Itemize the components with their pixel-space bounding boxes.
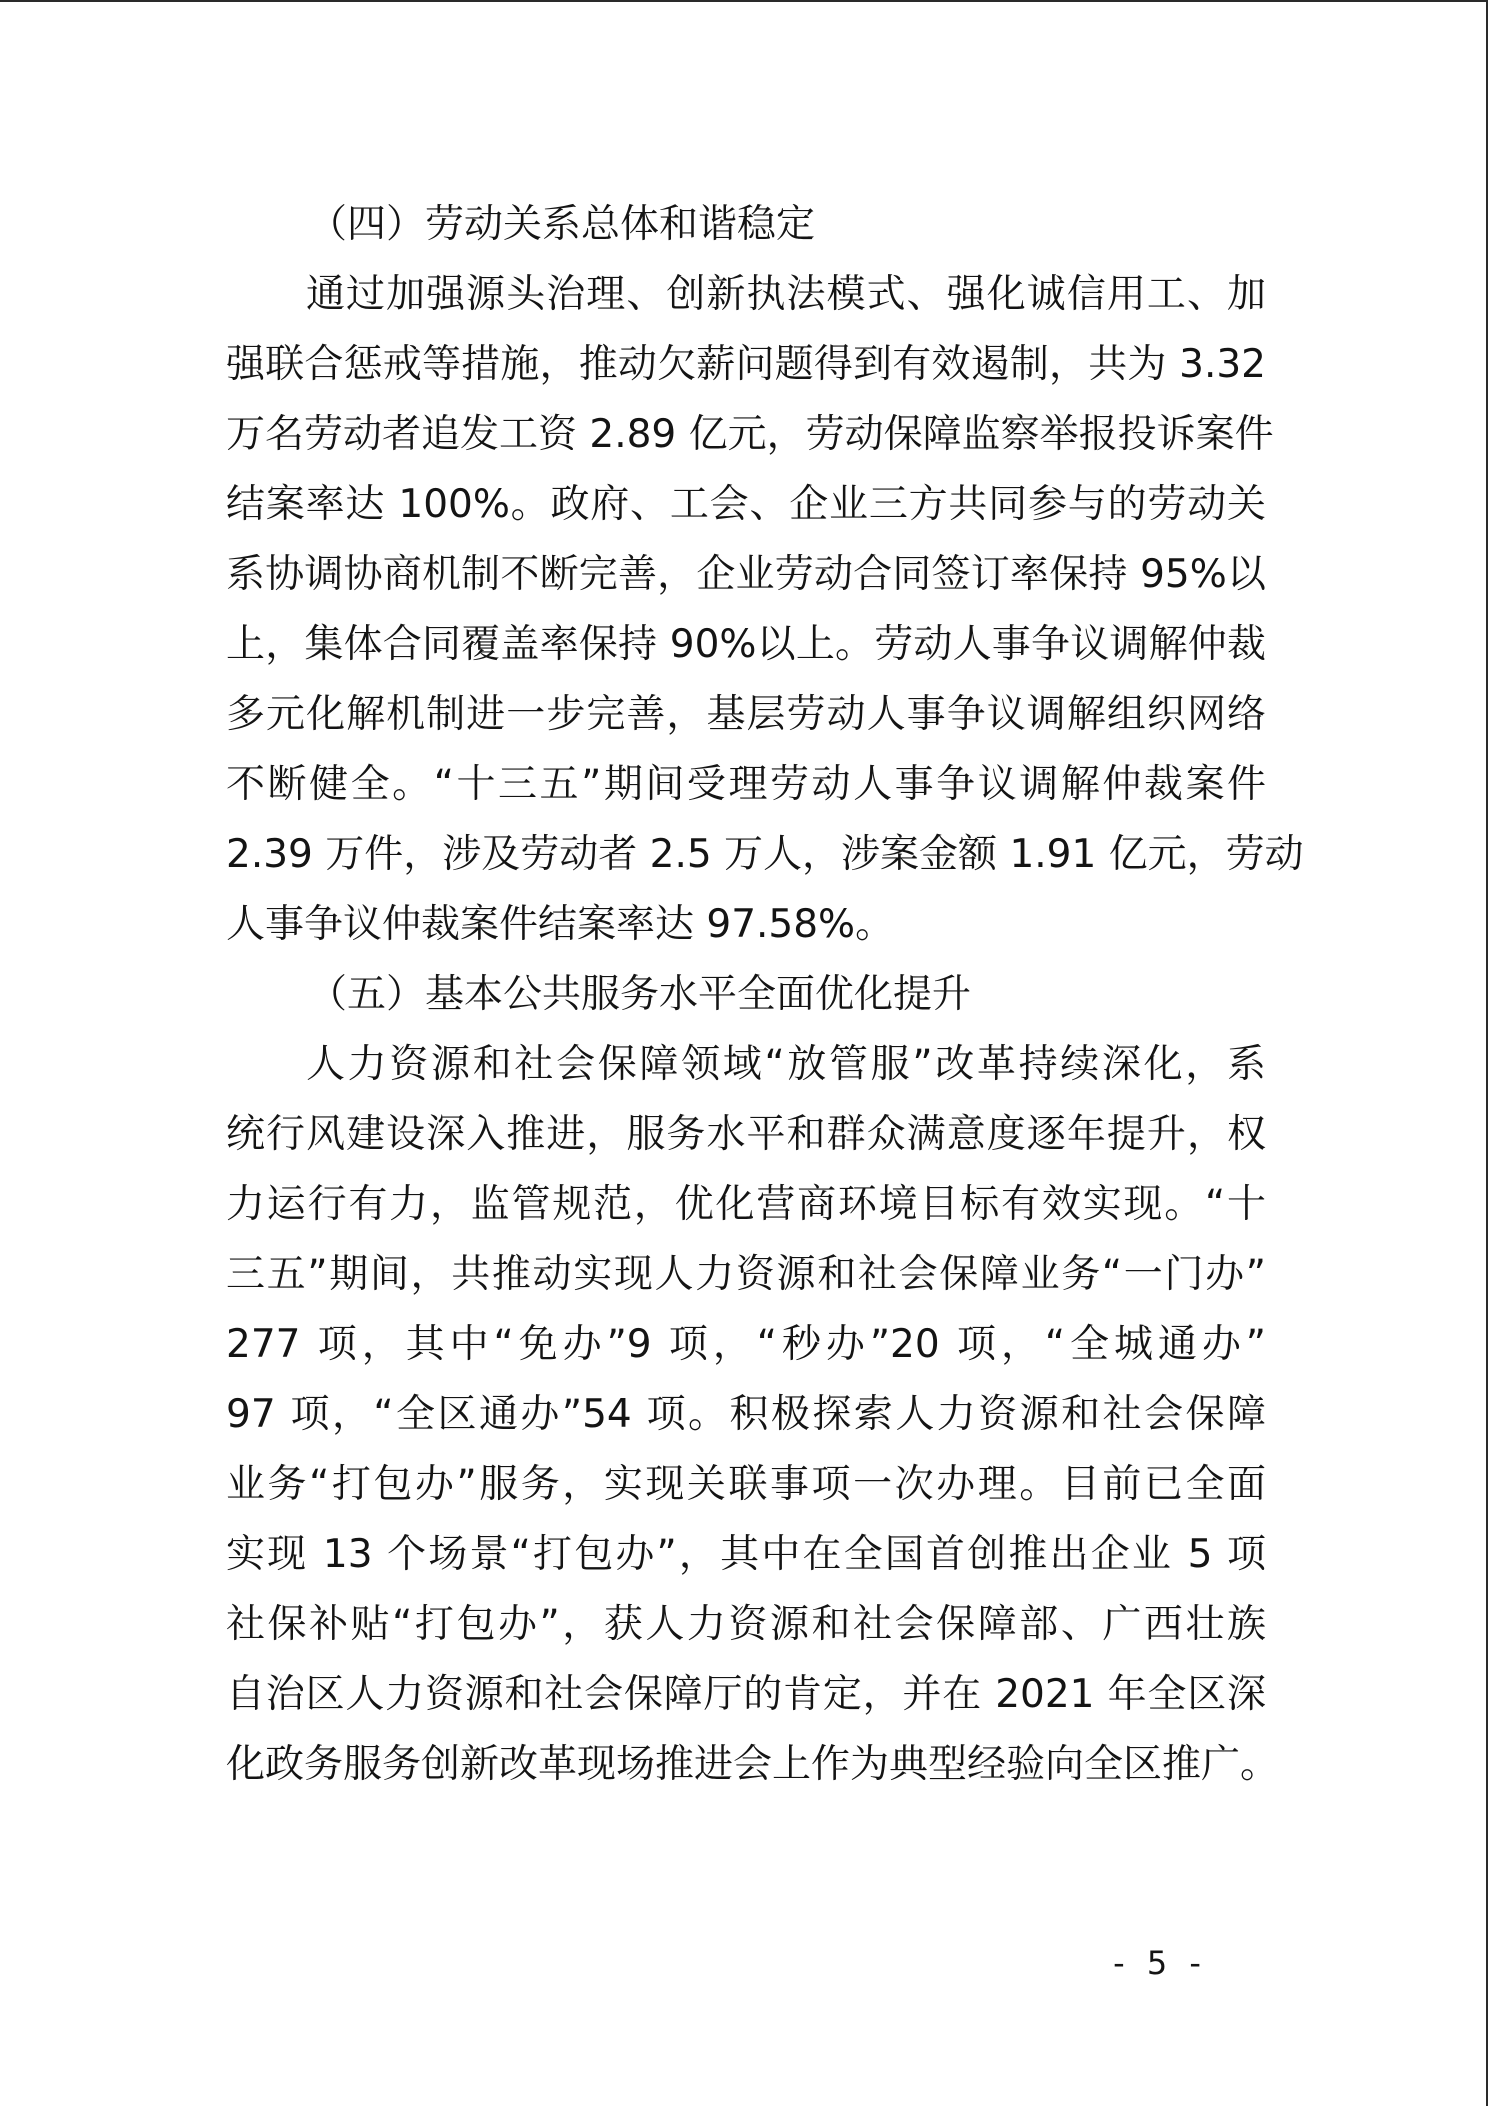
- paragraph-line: 自治区人力资源和社会保障厅的肯定，并在 2021 年全区深: [226, 1672, 1266, 1717]
- paragraph-line: 社保补贴“打包办”，获人力资源和社会保障部、广西壮族: [226, 1602, 1266, 1647]
- paragraph-line: 业务“打包办”服务，实现关联事项一次办理。目前已全面: [226, 1462, 1266, 1507]
- paragraph-line: 力运行有力，监管规范，优化营商环境目标有效实现。“十: [226, 1182, 1266, 1227]
- paragraph-line: 实现 13 个场景“打包办”，其中在全国首创推出企业 5 项: [226, 1532, 1266, 1577]
- paragraph-line: 2.39 万件，涉及劳动者 2.5 万人，涉案金额 1.91 亿元，劳动: [226, 832, 1304, 877]
- paragraph-line: 97 项，“全区通办”54 项。积极探索人力资源和社会保障: [226, 1392, 1266, 1437]
- section-heading-5: （五）基本公共服务水平全面优化提升: [308, 972, 972, 1017]
- paragraph-line: 万名劳动者追发工资 2.89 亿元，劳动保障监察举报投诉案件: [226, 412, 1274, 457]
- paragraph-line: 人力资源和社会保障领域“放管服”改革持续深化，系: [306, 1042, 1266, 1087]
- paragraph-line: 277 项，其中“免办”9 项，“秒办”20 项，“全城通办”: [226, 1322, 1266, 1367]
- paragraph-line: 强联合惩戒等措施，推动欠薪问题得到有效遏制，共为 3.32: [226, 342, 1266, 387]
- paragraph-line: 人事争议仲裁案件结案率达 97.58%。: [226, 902, 895, 947]
- paragraph-line: 上，集体合同覆盖率保持 90%以上。劳动人事争议调解仲裁: [226, 622, 1266, 667]
- page-number: - 5 -: [1113, 1944, 1207, 1982]
- paragraph-line: 统行风建设深入推进，服务水平和群众满意度逐年提升，权: [226, 1112, 1266, 1157]
- paragraph-line: 通过加强源头治理、创新执法模式、强化诚信用工、加: [306, 272, 1266, 317]
- paragraph-line: 三五”期间，共推动实现人力资源和社会保障业务“一门办”: [226, 1252, 1266, 1297]
- paragraph-line: 不断健全。“十三五”期间受理劳动人事争议调解仲裁案件: [226, 762, 1266, 807]
- paragraph-line: 结案率达 100%。政府、工会、企业三方共同参与的劳动关: [226, 482, 1266, 527]
- paragraph-line: 化政务服务创新改革现场推进会上作为典型经验向全区推广。: [226, 1742, 1280, 1787]
- paragraph-line: 系协调协商机制不断完善，企业劳动合同签订率保持 95%以: [226, 552, 1266, 597]
- paragraph-line: 多元化解机制进一步完善，基层劳动人事争议调解组织网络: [226, 692, 1266, 737]
- section-heading-4: （四）劳动关系总体和谐稳定: [308, 202, 816, 247]
